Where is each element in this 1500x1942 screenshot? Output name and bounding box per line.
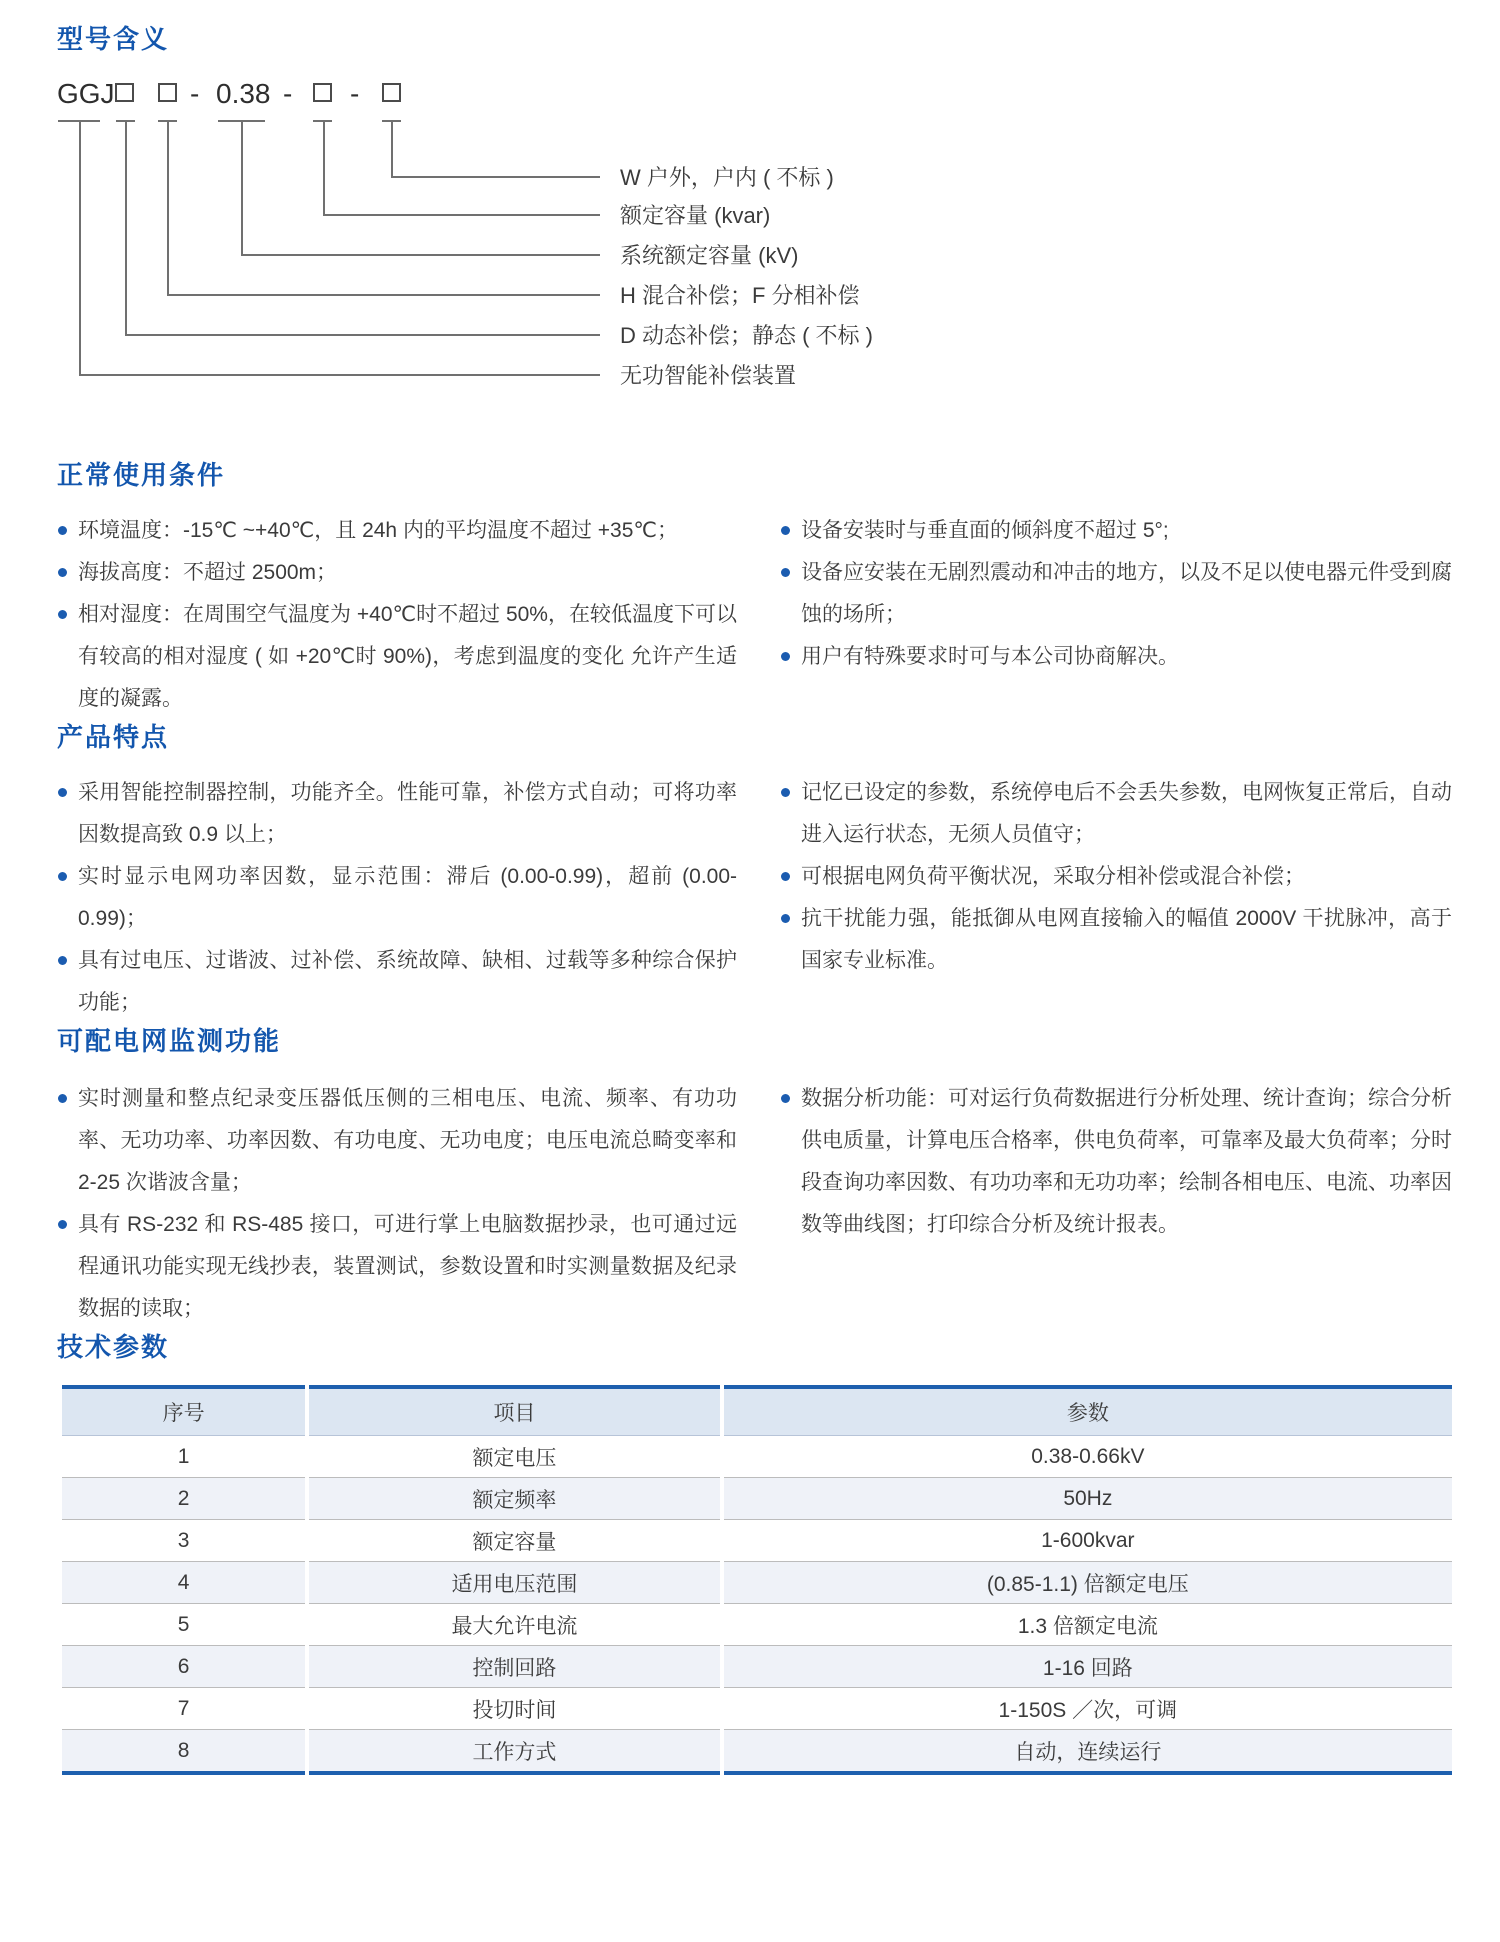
feature-item: 抗干扰能力强，能抵御从电网直接输入的幅值 2000V 干扰脉冲，高于国家专业标准。: [780, 898, 1452, 982]
cell-param: (0.85-1.1) 倍额定电压: [722, 1562, 1452, 1604]
section-title-model-meaning: 型号含义: [57, 24, 170, 54]
cell-index: 3: [177, 1528, 190, 1552]
model-code-voltage: 0.38: [216, 78, 271, 109]
cell-item: 控制回路: [307, 1646, 721, 1688]
feature-item: 采用智能控制器控制，功能齐全。性能可靠，补偿方式自动；可将功率因数提高致 0.9 以上；: [57, 772, 737, 856]
monitoring-columns: [57, 1078, 1452, 1330]
model-placeholder-box-4: [382, 83, 401, 102]
model-label-comp-type: H 混合补偿；F 分相补偿: [620, 283, 860, 308]
cell-index: 4: [177, 1570, 190, 1594]
cell-item: 工作方式: [307, 1730, 721, 1774]
condition-item: 相对湿度：在周围空气温度为 +40℃时不超过 50%，在较低温度下可以有较高的相对湿度 ( 如 +20℃时 90%)，考虑到温度的变化 允许产生适度的凝露。: [57, 594, 737, 720]
cell-item: 额定容量: [307, 1520, 721, 1562]
cell-item: 额定频率: [307, 1478, 721, 1520]
table-row: [62, 1562, 1452, 1604]
conditions-columns: [57, 510, 1452, 720]
cell-param: 1-600kvar: [722, 1520, 1452, 1562]
condition-item: 环境温度：-15℃ ~+40℃，且 24h 内的平均温度不超过 +35℃；: [57, 510, 737, 552]
condition-item: 设备应安装在无剧烈震动和冲击的地方，以及不足以使电器元件受到腐蚀的场所；: [780, 552, 1452, 636]
section-title-parameters: 技术参数: [57, 1332, 170, 1362]
column-header-item: 项目: [307, 1387, 721, 1436]
model-code-dash-1: -: [190, 78, 200, 109]
monitoring-item: 实时测量和整点纪录变压器低压侧的三相电压、电流、频率、有功功率、无功功率、功率因数、有功电度、无功电度；电压电流总畸变率和 2-25 次谐波含量；: [57, 1078, 737, 1204]
model-code-dash-3: -: [350, 78, 360, 109]
cell-item: 额定电压: [307, 1436, 721, 1478]
model-label-device: 无功智能补偿装置: [620, 363, 797, 388]
cell-param: 1-16 回路: [722, 1646, 1452, 1688]
feature-item: 具有过电压、过谐波、过补偿、系统故障、缺相、过载等多种综合保护功能；: [57, 940, 737, 1024]
table-row: [62, 1688, 1452, 1730]
cell-param: 50Hz: [722, 1478, 1452, 1520]
model-label-dynamic: D 动态补偿；静态 ( 不标 ): [620, 323, 873, 348]
table-row: [62, 1436, 1452, 1478]
conditions-left-list: [57, 510, 737, 720]
cell-param: 自动，连续运行: [722, 1730, 1452, 1774]
model-placeholder-box-2: [158, 83, 177, 102]
section-title-features: 产品特点: [57, 722, 170, 752]
model-label-sys-capacity: 系统额定容量 (kV): [620, 243, 799, 268]
model-label-outdoor: W 户外，户内 ( 不标 ): [620, 165, 834, 190]
table-header-row: [62, 1387, 1452, 1436]
condition-item: 用户有特殊要求时可与本公司协商解决。: [780, 636, 1452, 678]
table-row: [62, 1604, 1452, 1646]
section-title-monitoring: 可配电网监测功能: [57, 1026, 282, 1056]
column-header-param: 参数: [722, 1387, 1452, 1436]
cell-item: 投切时间: [307, 1688, 721, 1730]
cell-index: 2: [177, 1486, 190, 1510]
features-right-list: [780, 772, 1452, 1024]
cell-index: 8: [177, 1738, 190, 1762]
monitoring-item: 具有 RS-232 和 RS-485 接口，可进行掌上电脑数据抄录，也可通过远程通讯功能实现无线抄表，装置测试，参数设置和时实测量数据及纪录数据的读取；: [57, 1204, 737, 1330]
monitoring-item: 数据分析功能：可对运行负荷数据进行分析处理、统计查询；综合分析供电质量，计算电压合格率，供电负荷率，可靠率及最大负荷率；分时段查询功率因数、有功功率和无功功率；绘制各相电压、电流、功率因数等曲线图；打印综合分析及统计报表。: [780, 1078, 1452, 1246]
conditions-right-list: [780, 510, 1452, 720]
model-placeholder-box-3: [313, 83, 332, 102]
table-row: [62, 1730, 1452, 1774]
cell-item: 适用电压范围: [307, 1562, 721, 1604]
table-row: [62, 1520, 1452, 1562]
model-code-dash-2: -: [283, 78, 293, 109]
cell-item: 最大允许电流: [307, 1604, 721, 1646]
table-row: [62, 1646, 1452, 1688]
condition-item: 设备安装时与垂直面的倾斜度不超过 5°;: [780, 510, 1452, 552]
table-row: [62, 1478, 1452, 1520]
cell-param: 1-150S ／次，可调: [722, 1688, 1452, 1730]
model-code-prefix: GGJ: [57, 78, 115, 109]
model-placeholder-box-1: [115, 83, 134, 102]
model-label-capacity: 额定容量 (kvar): [620, 203, 771, 228]
diagram-connector-6: [79, 120, 600, 376]
section-title-conditions: 正常使用条件: [57, 460, 226, 490]
model-code-diagram: [57, 56, 1452, 458]
features-columns: [57, 772, 1452, 1024]
column-header-index: 序号: [62, 1387, 307, 1436]
feature-item: 可根据电网负荷平衡状况，采取分相补偿或混合补偿；: [780, 856, 1452, 898]
monitoring-right-list: [780, 1078, 1452, 1330]
feature-item: 记忆已设定的参数，系统停电后不会丢失参数，电网恢复正常后，自动进入运行状态，无须人员值守；: [780, 772, 1452, 856]
cell-index: 1: [177, 1444, 190, 1468]
feature-item: 实时显示电网功率因数，显示范围：滞后 (0.00-0.99)，超前 (0.00-0.99)；: [57, 856, 737, 940]
cell-param: 1.3 倍额定电流: [722, 1604, 1452, 1646]
cell-index: 5: [177, 1612, 190, 1636]
condition-item: 海拔高度：不超过 2500m；: [57, 552, 737, 594]
features-left-list: [57, 772, 737, 1024]
cell-index: 6: [177, 1654, 190, 1678]
tech-parameters-table: [62, 1385, 1452, 1775]
monitoring-left-list: [57, 1078, 737, 1330]
cell-index: 7: [177, 1696, 190, 1720]
cell-param: 0.38-0.66kV: [722, 1436, 1452, 1478]
